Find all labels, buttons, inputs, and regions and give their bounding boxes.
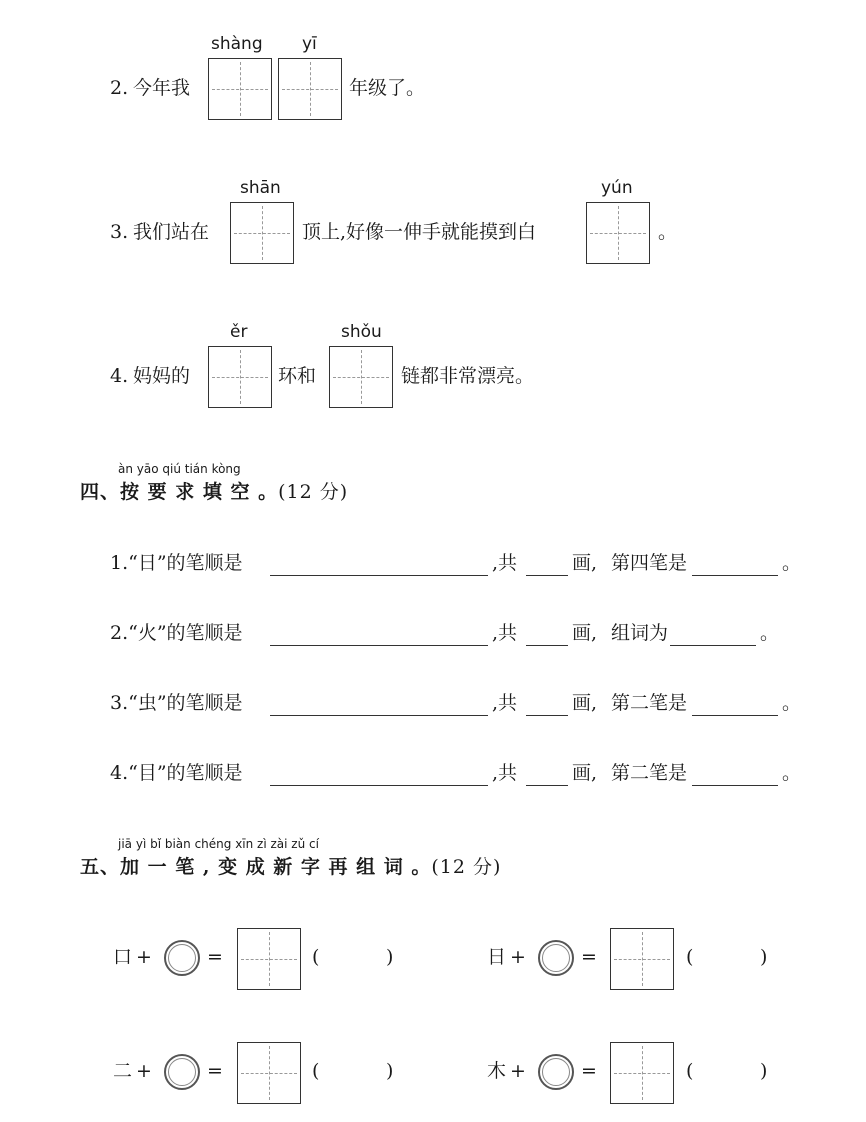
- answer-blank-extra[interactable]: [692, 575, 778, 576]
- character-writing-box[interactable]: [586, 202, 650, 264]
- sentence-number: 4.: [110, 365, 129, 387]
- character-writing-box[interactable]: [208, 58, 272, 120]
- word-paren-right: ): [386, 1060, 394, 1082]
- base-character: 日: [487, 946, 507, 968]
- sentence-text-post: 。: [658, 221, 678, 243]
- plus-sign: +: [136, 946, 152, 968]
- answer-blank-extra[interactable]: [670, 645, 756, 646]
- item-prefix: 3.“虫”的笔顺是: [110, 692, 243, 714]
- sentence-text-post: 链都非常漂亮。: [401, 365, 535, 387]
- answer-blank-stroke-count[interactable]: [526, 575, 568, 576]
- section-title: 四、按 要 求 填 空 。(12 分): [80, 481, 349, 503]
- sentence-text-pre: 妈妈的: [133, 365, 191, 387]
- item-hua: 画,: [572, 552, 598, 574]
- section-score: (12 分): [278, 481, 349, 503]
- sentence-number: 2.: [110, 77, 129, 99]
- item-tail: 第四笔是: [611, 552, 688, 574]
- item-gong: ,共: [492, 762, 518, 784]
- character-writing-box[interactable]: [208, 346, 272, 408]
- sentence-text-pre: 我们站在: [133, 221, 210, 243]
- pinyin-hint: yī: [302, 34, 317, 54]
- character-writing-box[interactable]: [610, 1042, 674, 1104]
- item-hua: 画,: [572, 622, 598, 644]
- answer-blank-stroke-count[interactable]: [526, 785, 568, 786]
- pinyin-hint: shǒu: [341, 322, 382, 342]
- section-title-pinyin: jiā yì bǐ biàn chéng xīn zì zài zǔ cí: [118, 837, 319, 851]
- base-character: 木: [487, 1060, 507, 1082]
- answer-blank-stroke-order[interactable]: [270, 575, 488, 576]
- item-hua: 画,: [572, 692, 598, 714]
- word-paren-left: (: [312, 1060, 320, 1082]
- plus-sign: +: [510, 946, 526, 968]
- item-tail: 第二笔是: [611, 762, 688, 784]
- word-paren-left: (: [312, 946, 320, 968]
- item-tail: 组词为: [611, 622, 669, 644]
- pinyin-hint: ěr: [230, 322, 248, 342]
- sentence-number: 3.: [110, 221, 129, 243]
- stroke-circle[interactable]: [538, 940, 574, 976]
- character-writing-box[interactable]: [230, 202, 294, 264]
- section-score: (12 分): [431, 856, 502, 878]
- word-paren-right: ): [386, 946, 394, 968]
- item-end: 。: [760, 622, 780, 644]
- character-writing-box[interactable]: [610, 928, 674, 990]
- base-character: 口: [113, 946, 133, 968]
- item-gong: ,共: [492, 622, 518, 644]
- answer-blank-stroke-count[interactable]: [526, 715, 568, 716]
- answer-blank-stroke-order[interactable]: [270, 785, 488, 786]
- pinyin-hint: shàng: [211, 34, 263, 54]
- character-writing-box[interactable]: [237, 928, 301, 990]
- sentence-text-post: 年级了。: [349, 77, 426, 99]
- sentence-text-mid: 顶上,好像一伸手就能摸到白: [302, 221, 537, 243]
- stroke-circle[interactable]: [538, 1054, 574, 1090]
- character-writing-box[interactable]: [329, 346, 393, 408]
- word-paren-left: (: [686, 946, 694, 968]
- word-paren-right: ): [760, 946, 768, 968]
- equals-sign: =: [581, 946, 597, 968]
- section-title: 五、加 一 笔 , 变 成 新 字 再 组 词 。(12 分): [80, 856, 502, 878]
- character-writing-box[interactable]: [237, 1042, 301, 1104]
- answer-blank-stroke-order[interactable]: [270, 715, 488, 716]
- item-prefix: 2.“火”的笔顺是: [110, 622, 243, 644]
- plus-sign: +: [510, 1060, 526, 1082]
- equals-sign: =: [207, 946, 223, 968]
- item-gong: ,共: [492, 552, 518, 574]
- word-paren-right: ): [760, 1060, 768, 1082]
- plus-sign: +: [136, 1060, 152, 1082]
- base-character: 二: [113, 1060, 133, 1082]
- character-writing-box[interactable]: [278, 58, 342, 120]
- answer-blank-extra[interactable]: [692, 715, 778, 716]
- item-gong: ,共: [492, 692, 518, 714]
- pinyin-hint: yún: [601, 178, 633, 198]
- word-paren-left: (: [686, 1060, 694, 1082]
- section-title-pinyin: àn yāo qiú tián kòng: [118, 462, 241, 476]
- item-end: 。: [782, 692, 802, 714]
- item-prefix: 4.“目”的笔顺是: [110, 762, 243, 784]
- item-prefix: 1.“日”的笔顺是: [110, 552, 243, 574]
- equals-sign: =: [207, 1060, 223, 1082]
- item-tail: 第二笔是: [611, 692, 688, 714]
- item-end: 。: [782, 552, 802, 574]
- pinyin-hint: shān: [240, 178, 281, 198]
- item-end: 。: [782, 762, 802, 784]
- equals-sign: =: [581, 1060, 597, 1082]
- stroke-circle[interactable]: [164, 1054, 200, 1090]
- answer-blank-stroke-count[interactable]: [526, 645, 568, 646]
- stroke-circle[interactable]: [164, 940, 200, 976]
- answer-blank-stroke-order[interactable]: [270, 645, 488, 646]
- answer-blank-extra[interactable]: [692, 785, 778, 786]
- sentence-text-mid: 环和: [278, 365, 317, 387]
- sentence-text-pre: 今年我: [133, 77, 191, 99]
- item-hua: 画,: [572, 762, 598, 784]
